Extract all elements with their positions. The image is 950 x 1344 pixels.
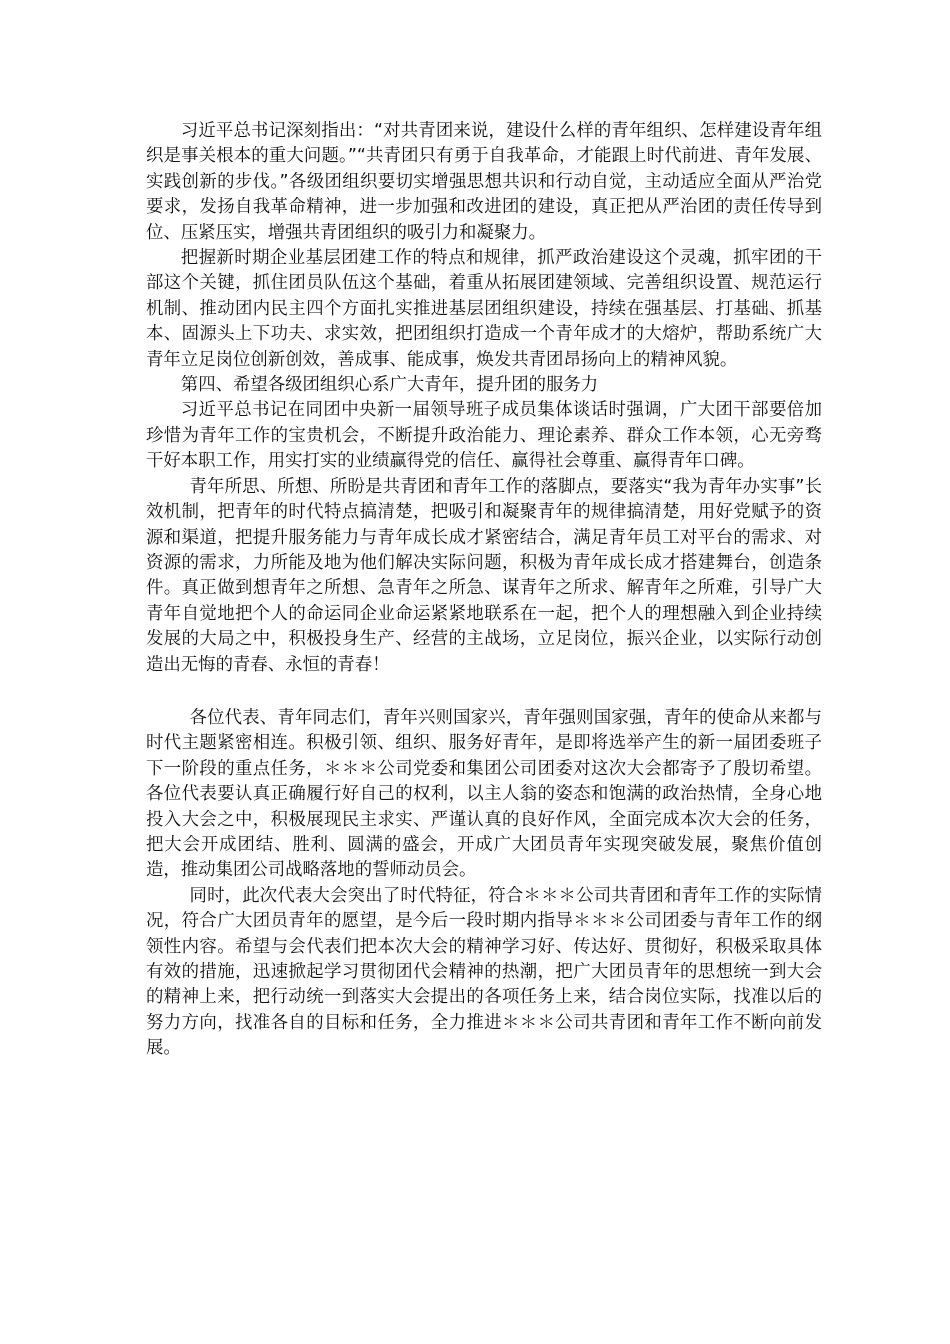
document-body (146, 119, 822, 1062)
paragraph-cadre-duty: 习近平总书记在同团中央新一届领导班子成员集体谈话时强调，广大团干部要倍加珍惜为青年工作的宝贵机会，不断提升政治能力、理论素养、群众工作本领，心无旁骛干好本职工作，用实打实的业绩赢得党的信任、赢得社会尊重、赢得青年口碑。 (146, 400, 822, 472)
paragraph-meeting-significance: 同时，此次代表大会突出了时代特征，符合＊＊＊公司共青团和青年工作的实际情况，符合广大团员青年的愿望，是今后一段时期内指导＊＊＊公司团委与青年工作的纲领性内容。希望与会代表们把本次大会的精神学习好、传达好、贯彻好，积极采取具体有效的措施，迅速掀起学习贯彻团代会精神的热潮，把广大团员青年的思想统一到大会的精神上来，把行动统一到落实大会提出的各项任务上来，结合岗位实际，找准以后的努力方向，找准各自的目标和任务，全力推进＊＊＊公司共青团和青年工作不断向前发展。 (146, 885, 822, 1059)
paragraph-delegates-address: 各位代表、青年同志们，青年兴则国家兴，青年强则国家强，青年的使命从来都与时代主题紧密相连。积极引领、组织、服务好青年，是即将选举产生的新一届团委班子下一阶段的重点任务，＊＊＊公司党委和集团公司团委对这次大会都寄予了殷切希望。各位代表要认真正确履行好自己的权利，以主人翁的姿态和饱满的政治热情，全身心地投入大会之中，积极展现民主求实、严谨认真的良好作风，全面完成本次大会的任务，把大会开成团结、胜利、圆满的盛会，开成广大团员青年实现突破发展，聚焦价值创造，推动集团公司战略落地的誓师动员会。 (146, 707, 822, 881)
paragraph-party-building: 习近平总书记深刻指出：“对共青团来说，建设什么样的青年组织、怎样建设青年组织是事关根本的重大问题。”“共青团只有勇于自我革命，才能跟上时代前进、青年发展、实践创新的步伐。”各级团组织要切实增强思想共识和行动自觉，主动适应全面从严治党要求，发扬自我革命精神，进一步加强和改进团的建设，真正把从严治团的责任传导到位、压紧压实，增强共青团组织的吸引力和凝聚力。 (146, 121, 822, 243)
paragraph-youth-service: 青年所思、所想、所盼是共青团和青年工作的落脚点，要落实“我为青年办实事”长效机制，把青年的时代特点搞清楚，把吸引和凝聚青年的规律搞清楚，用好党赋予的资源和渠道，把提升服务能力与青年成长成才紧密结合，满足青年员工对平台的需求、对资源的需求，力所能及地为他们解决实际问题，积极为青年成长成才搭建舞台，创造条件。真正做到想青年之所想、急青年之所急、谋青年之所求、解青年之所难，引导广大青年自觉地把个人的命运同企业命运紧紧地联系在一起，把个人的理想融入到企业持续发展的大局之中，积极投身生产、经营的主战场，立足岗位，振兴企业，以实际行动创造出无悔的青春、永恒的青春！ (146, 476, 822, 675)
paragraph-grassroots-building: 把握新时期企业基层团建工作的特点和规律，抓严政治建设这个灵魂，抓牢团的干部这个关键，抓住团员队伍这个基础，着重从拓展团建领域、完善组织设置、规范运行机制、推动团内民主四个方面扎实推进基层团组织建设，持续在强基层、打基础、抓基本、固源头上下功夫、求实效，把团组织打造成一个青年成才的大熔炉，帮助系统广大青年立足岗位创新创效，善成事、能成事，焕发共青团昂扬向上的精神风貌。 (146, 248, 822, 370)
section-heading-service: 第四、希望各级团组织心系广大青年，提升团的服务力 (180, 375, 599, 396)
